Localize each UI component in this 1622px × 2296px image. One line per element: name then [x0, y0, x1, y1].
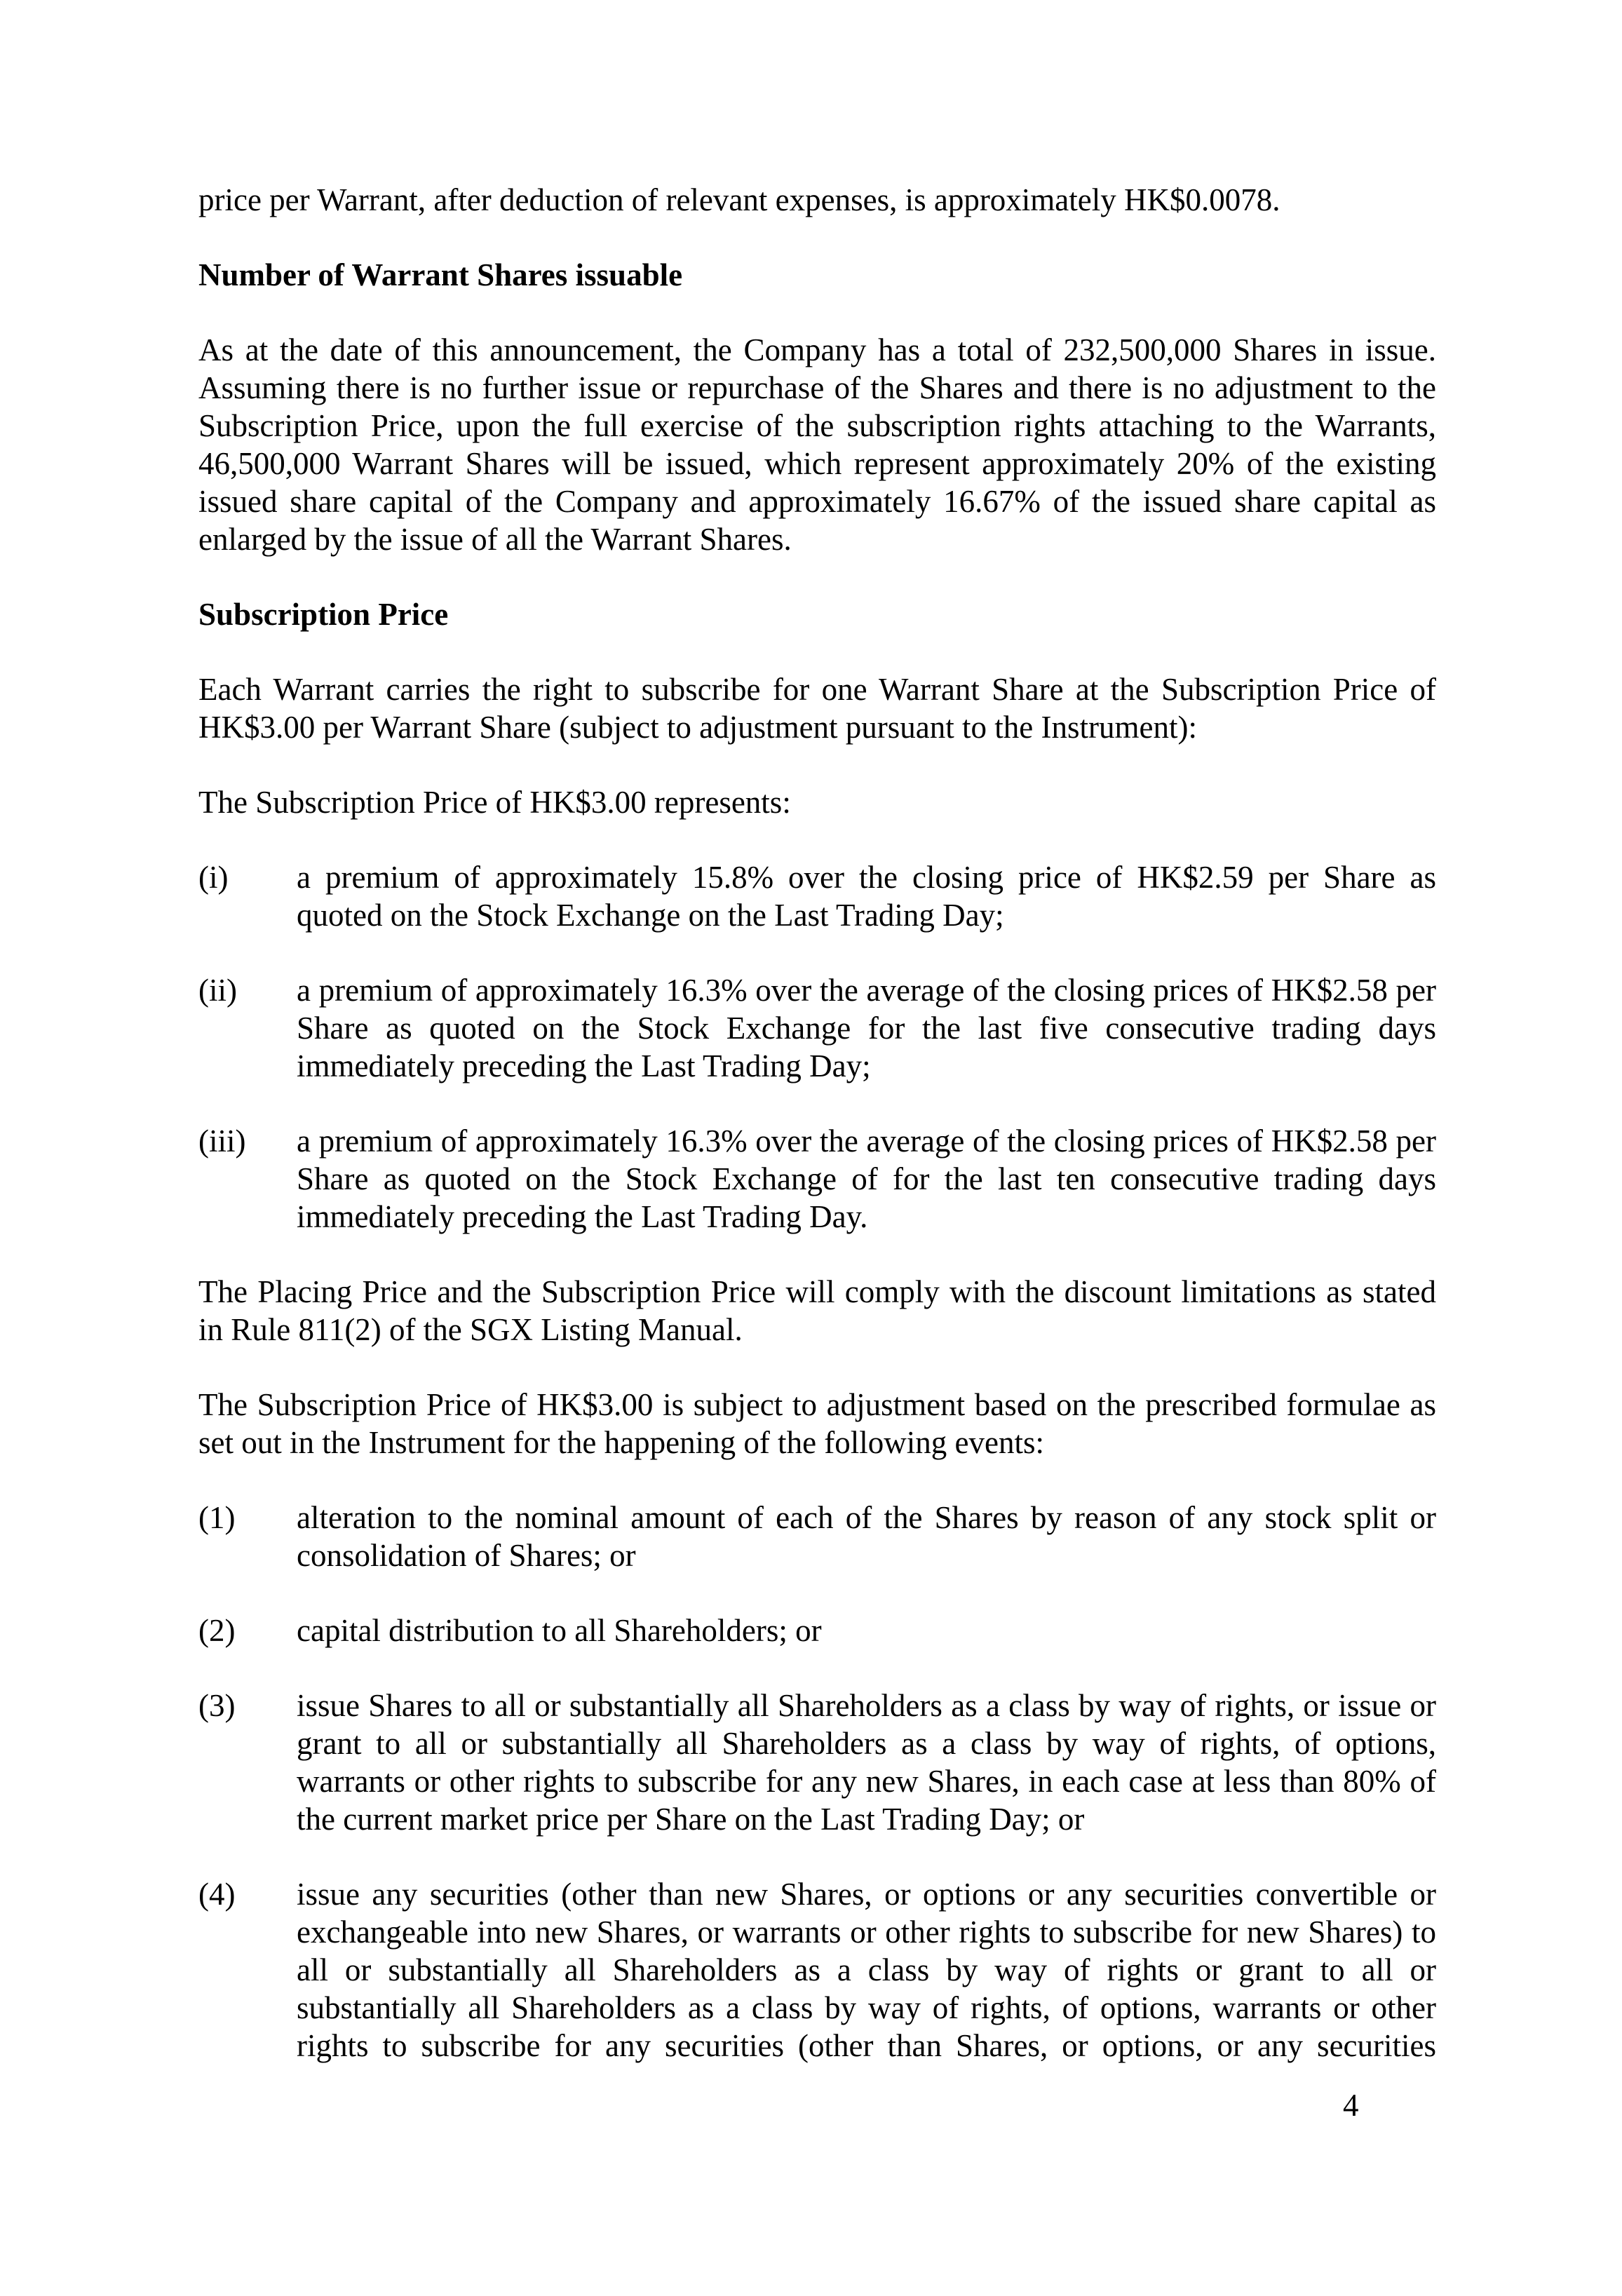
list-item-text: capital distribution to all Shareholders; or: [297, 1613, 822, 1648]
opening-paragraph: price per Warrant, after deduction of relevant expenses, is approximately HK$0.0078.: [198, 182, 1280, 217]
heading-subscription-price: Subscription Price: [198, 597, 449, 632]
adjustment-list-item: [198, 1499, 1436, 1574]
list-item-number: (2): [198, 1613, 236, 1648]
document-page: [198, 181, 1436, 2065]
paragraph-subscription-right: Each Warrant carries the right to subscribe for one Warrant Share at the Subscription Price of HK$3.00 per Warrant Share (subject to adjustment pursuant to the Instrument):: [198, 672, 1436, 745]
list-item-number: (1): [198, 1500, 236, 1535]
premium-list-item: [198, 858, 1436, 934]
heading-warrant-shares-issuable: Number of Warrant Shares issuable: [198, 257, 683, 292]
premium-list-item: [198, 1122, 1436, 1236]
list-item-number: (4): [198, 1877, 236, 1912]
paragraph-price-represents: The Subscription Price of HK$3.00 represents:: [198, 785, 791, 820]
list-item-text: issue Shares to all or substantially all Shareholders as a class by way of rights, or issue or grant to all or substantially all Shareholders as a class by way of rights, of options, warrants or other rights to subscribe for any new Shares, in each case at less than 80% of the current market price per Share on the Last Trading Day; or: [297, 1688, 1436, 1837]
premium-list-item: [198, 971, 1436, 1085]
list-item-number: (iii): [198, 1123, 246, 1159]
adjustment-list-item: [198, 1612, 1436, 1649]
adjustment-list-item: [198, 1875, 1436, 2065]
list-item-text: a premium of approximately 15.8% over the closing price of HK$2.59 per Share as quoted on the Stock Exchange on the Last Trading Day;: [297, 860, 1436, 933]
paragraph-adjustment-events: The Subscription Price of HK$3.00 is subject to adjustment based on the prescribed formulae as set out in the Instrument for the happening of the following events:: [198, 1387, 1436, 1460]
paragraph-discount-limitations: The Placing Price and the Subscription Price will comply with the discount limitations as stated in Rule 811(2) of the SGX Listing Manual.: [198, 1274, 1436, 1347]
list-item-text: a premium of approximately 16.3% over the average of the closing prices of HK$2.58 per Share as quoted on the Stock Exchange for the last five consecutive trading days immediately preceding the Last Trading Day;: [297, 973, 1436, 1083]
paragraph-warrant-shares-issuable: As at the date of this announcement, the Company has a total of 232,500,000 Shares in issue. Assuming there is no further issue or repurchase of the Shares and there is no adjustment to the Subscription Price, upon the full exercise of the subscription rights attaching to the Warrants, 46,500,000 Warrant Shares will be issued, which represent approximately 20% of the existing issued share capital of the Company and approximately 16.67% of the issued share capital as enlarged by the issue of all the Warrant Shares.: [198, 332, 1436, 557]
list-item-number: (i): [198, 860, 229, 895]
list-item-number: (3): [198, 1688, 236, 1723]
list-item-number: (ii): [198, 973, 237, 1008]
list-item-text: issue any securities (other than new Shares, or options or any securities convertible or exchangeable into new Shares, or warrants or other rights to subscribe for new Shares) to all or substantially all Shareholders as a class by way of rights or grant to all or substantially all Shareholders as a class by way of rights, of options, warrants or other rights to subscribe for any securities (other than Shares, or options, or any securities: [297, 1877, 1436, 2063]
list-item-text: alteration to the nominal amount of each of the Shares by reason of any stock split or consolidation of Shares; or: [297, 1500, 1436, 1573]
page-number: 4: [1343, 2088, 1359, 2123]
list-item-text: a premium of approximately 16.3% over the average of the closing prices of HK$2.58 per Share as quoted on the Stock Exchange of for the last ten consecutive trading days immediately preceding the Last Trading Day.: [297, 1123, 1436, 1234]
adjustment-list-item: [198, 1687, 1436, 1838]
